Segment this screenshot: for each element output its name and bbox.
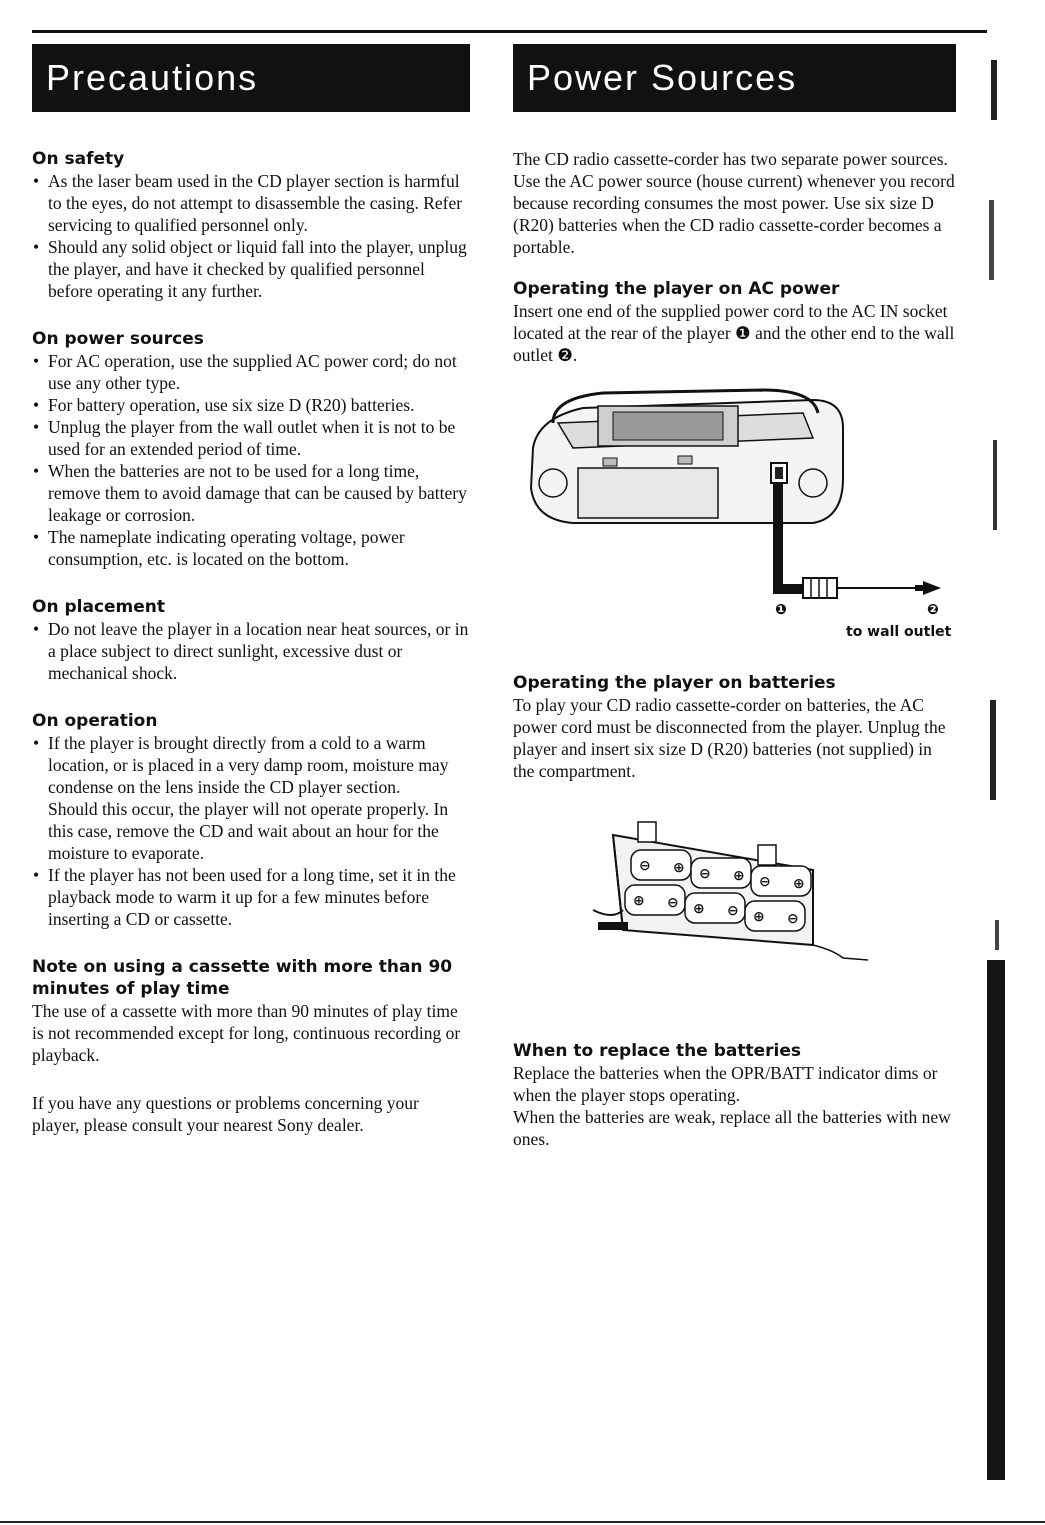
svg-text:⊕: ⊕	[633, 893, 645, 909]
list-item	[32, 732, 470, 864]
section-placement	[32, 596, 470, 684]
list-item: • Unplug the player from the wall outlet when it is not to be used for an extended period of time.	[32, 416, 470, 460]
power-heading: On power sources	[32, 329, 204, 349]
ac-connection-illustration	[513, 388, 956, 658]
precautions-column	[32, 44, 470, 1136]
section-cassette-note	[32, 956, 470, 1066]
svg-text:⊕: ⊕	[693, 901, 705, 917]
list-item: • Should any solid object or liquid fall into the player, unplug the player, and have it checked by qualified personnel before operating it any further.	[32, 236, 470, 302]
batteries-text: To play your CD radio cassette-corder on batteries, the AC power cord must be disconnected from the player. Unplug the player and insert six size D (R20) batteries (not supplied) in the compartment.	[513, 695, 946, 781]
svg-text:⊖: ⊖	[667, 895, 679, 911]
power-list	[32, 350, 470, 570]
list-item: • As the laser beam used in the CD player section is harmful to the eyes, do not attempt to disassemble the casing. Refer servicing to qualified personnel only.	[32, 170, 470, 236]
svg-text:⊖: ⊖	[759, 874, 771, 890]
safety-heading: On safety	[32, 149, 125, 169]
ac-heading: Operating the player on AC power	[513, 279, 840, 299]
svg-text:⊕: ⊕	[753, 909, 765, 925]
section-operation	[32, 710, 470, 930]
section-ac-power	[513, 278, 956, 366]
replace-text-2: When the batteries are weak, replace all the batteries with new ones.	[513, 1107, 951, 1149]
cassette-note-text: The use of a cassette with more than 90 minutes of play time is not recommended except for long, continuous recording or playback.	[32, 1001, 461, 1065]
closing-text: If you have any questions or problems concerning your player, please consult your nearest Sony dealer.	[32, 1093, 419, 1135]
marker-2: ❷	[927, 602, 939, 618]
operation-heading: On operation	[32, 711, 158, 731]
section-batteries	[513, 672, 956, 782]
list-item: • If the player has not been used for a long time, set it in the playback mode to warm it up for a few minutes before inserting a CD or cassette.	[32, 864, 470, 930]
operation-list	[32, 732, 470, 930]
list-item-continuation: Should this occur, the player will not operate properly. In this case, remove the CD and wait about an hour for the moisture to evaporate.	[48, 799, 449, 863]
svg-text:⊖: ⊖	[639, 858, 651, 874]
list-item: • Do not leave the player in a location near heat sources, or in a place subject to direct sunlight, excessive dust or mechanical shock.	[32, 618, 470, 684]
list-item: • For AC operation, use the supplied AC power cord; do not use any other type.	[32, 350, 470, 394]
placement-heading: On placement	[32, 597, 166, 617]
bottom-rule	[0, 1521, 1045, 1523]
power-sources-column	[513, 44, 956, 1150]
list-item-text: If the player is brought directly from a cold to a warm location, or is placed in a very damp room, moisture may condense on the lens inside the CD player section.	[48, 733, 449, 797]
cassette-note-heading: Note on using a cassette with more than 90 minutes of play time	[32, 957, 453, 999]
replace-heading: When to replace the batteries	[513, 1041, 801, 1061]
power-sources-title: Power Sources	[513, 44, 956, 112]
batteries-heading: Operating the player on batteries	[513, 673, 836, 693]
battery-icon	[513, 810, 956, 1010]
marker-1: ❶	[775, 602, 787, 618]
replace-text-1: Replace the batteries when the OPR/BATT indicator dims or when the player stops operating.	[513, 1063, 938, 1105]
list-item: • When the batteries are not to be used for a long time, remove them to avoid damage that can be caused by battery leakage or corrosion.	[32, 460, 470, 526]
battery-compartment-illustration	[513, 810, 956, 1010]
svg-text:⊖: ⊖	[787, 911, 799, 927]
svg-text:⊕: ⊕	[793, 876, 805, 892]
safety-list	[32, 170, 470, 302]
svg-text:⊕: ⊕	[673, 860, 685, 876]
ac-text: Insert one end of the supplied power cord to the AC IN socket located at the rear of the player ❶ and the other end to the wall outlet ❷.	[513, 301, 955, 365]
placement-list	[32, 618, 470, 684]
section-replace-batteries	[513, 1040, 956, 1150]
list-item: • The nameplate indicating operating voltage, power consumption, etc. is located on the bottom.	[32, 526, 470, 570]
section-power-sources	[32, 328, 470, 570]
section-safety	[32, 148, 470, 302]
intro-text: The CD radio cassette-corder has two separate power sources. Use the AC power source (house current) whenever you record because recording consumes the most power. Use six size D (R20) batteries when the CD radio cassette-corder becomes a portable.	[513, 149, 955, 257]
boombox-icon	[513, 388, 956, 658]
list-item: • For battery operation, use six size D (R20) batteries.	[32, 394, 470, 416]
wall-outlet-label: to wall outlet	[846, 624, 952, 640]
page-edge-strip	[985, 60, 1007, 1480]
precautions-title: Precautions	[32, 44, 470, 112]
svg-text:⊖: ⊖	[727, 903, 739, 919]
svg-text:⊖: ⊖	[699, 866, 711, 882]
svg-text:⊕: ⊕	[733, 868, 745, 884]
top-rule	[32, 30, 987, 33]
